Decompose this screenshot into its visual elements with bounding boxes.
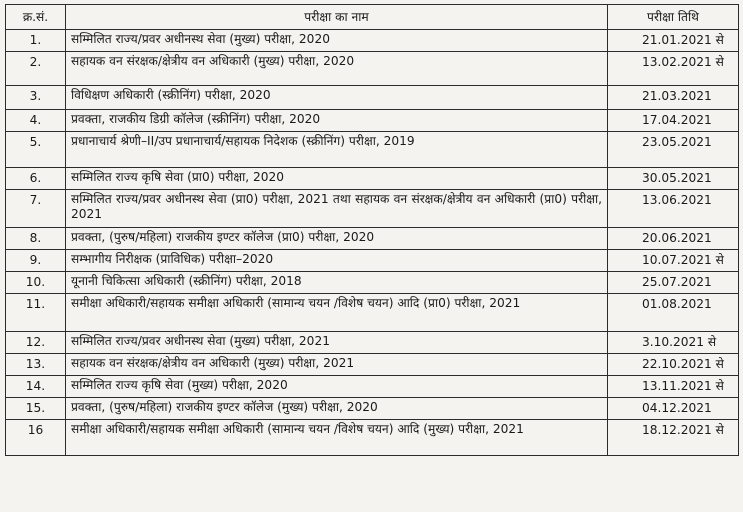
table-row	[6, 354, 739, 376]
exam-schedule-table	[5, 4, 739, 456]
row-exam-name: सम्भागीय निरीक्षक (प्राविधिक) परीक्षा–2020	[66, 250, 608, 272]
row-exam-name: यूनानी चिकित्सा अधिकारी (स्क्रीनिंग) परीक्षा, 2018	[66, 272, 608, 294]
table-header	[6, 5, 739, 30]
row-sno: 10.	[6, 272, 66, 294]
row-exam-date: 21.01.2021 से	[608, 30, 739, 52]
table-row	[6, 132, 739, 168]
row-exam-name: समीक्षा अधिकारी/सहायक समीक्षा अधिकारी (सामान्य चयन /विशेष चयन) आदि (मुख्य) परीक्षा, 2021	[66, 420, 608, 456]
row-exam-name: सम्मिलित राज्य कृषि सेवा (मुख्य) परीक्षा, 2020	[66, 376, 608, 398]
row-exam-name: समीक्षा अधिकारी/सहायक समीक्षा अधिकारी (सामान्य चयन /विशेष चयन) आदि (प्रा0) परीक्षा, 2021	[66, 294, 608, 332]
row-exam-date: 10.07.2021 से	[608, 250, 739, 272]
table-row	[6, 86, 739, 110]
row-exam-date: 01.08.2021	[608, 294, 739, 332]
row-exam-date: 13.11.2021 से	[608, 376, 739, 398]
row-exam-date: 3.10.2021 से	[608, 332, 739, 354]
table-row	[6, 250, 739, 272]
row-sno: 4.	[6, 110, 66, 132]
table-body	[6, 30, 739, 456]
row-exam-date: 22.10.2021 से	[608, 354, 739, 376]
row-exam-date: 04.12.2021	[608, 398, 739, 420]
row-sno: 11.	[6, 294, 66, 332]
row-exam-name: सम्मिलित राज्य कृषि सेवा (प्रा0) परीक्षा, 2020	[66, 168, 608, 190]
row-sno: 2.	[6, 52, 66, 86]
table-row	[6, 294, 739, 332]
row-exam-name: प्रवक्ता, राजकीय डिग्री कॉलेज (स्क्रीनिंग) परीक्षा, 2020	[66, 110, 608, 132]
header-exam-name: परीक्षा का नाम	[66, 5, 608, 30]
row-sno: 6.	[6, 168, 66, 190]
row-exam-date: 13.02.2021 से	[608, 52, 739, 86]
table-row	[6, 376, 739, 398]
row-sno: 1.	[6, 30, 66, 52]
row-exam-name: सम्मिलित राज्य/प्रवर अधीनस्थ सेवा (मुख्य) परीक्षा, 2020	[66, 30, 608, 52]
header-exam-date: परीक्षा तिथि	[608, 5, 739, 30]
row-exam-name: विधिक्षण अधिकारी (स्क्रीनिंग) परीक्षा, 2020	[66, 86, 608, 110]
table-row	[6, 168, 739, 190]
row-exam-date: 30.05.2021	[608, 168, 739, 190]
row-sno: 16	[6, 420, 66, 456]
row-exam-name: प्रधानाचार्य श्रेणी–II/उप प्रधानाचार्य/सहायक निदेशक (स्क्रीनिंग) परीक्षा, 2019	[66, 132, 608, 168]
row-sno: 8.	[6, 228, 66, 250]
row-exam-name: सम्मिलित राज्य/प्रवर अधीनस्थ सेवा (मुख्य) परीक्षा, 2021	[66, 332, 608, 354]
row-exam-date: 21.03.2021	[608, 86, 739, 110]
row-sno: 5.	[6, 132, 66, 168]
row-sno: 3.	[6, 86, 66, 110]
row-exam-date: 20.06.2021	[608, 228, 739, 250]
table-row	[6, 228, 739, 250]
header-sno: क्र.सं.	[6, 5, 66, 30]
table-row	[6, 420, 739, 456]
row-sno: 9.	[6, 250, 66, 272]
table-row	[6, 272, 739, 294]
header-row	[6, 5, 739, 30]
table-row	[6, 190, 739, 228]
table-row	[6, 110, 739, 132]
table-row	[6, 30, 739, 52]
table-row	[6, 332, 739, 354]
row-exam-date: 17.04.2021	[608, 110, 739, 132]
row-exam-name: सहायक वन संरक्षक/क्षेत्रीय वन अधिकारी (मुख्य) परीक्षा, 2020	[66, 52, 608, 86]
row-exam-name: सहायक वन संरक्षक/क्षेत्रीय वन अधिकारी (मुख्य) परीक्षा, 2021	[66, 354, 608, 376]
row-exam-date: 13.06.2021	[608, 190, 739, 228]
row-exam-name: सम्मिलित राज्य/प्रवर अधीनस्थ सेवा (प्रा0) परीक्षा, 2021 तथा सहायक वन संरक्षक/क्षेत्रीय वन अधिकारी (प्रा0) परीक्षा, 2021	[66, 190, 608, 228]
row-exam-date: 25.07.2021	[608, 272, 739, 294]
row-exam-name: प्रवक्ता, (पुरुष/महिला) राजकीय इण्टर कॉलेज (मुख्य) परीक्षा, 2020	[66, 398, 608, 420]
row-sno: 14.	[6, 376, 66, 398]
row-sno: 15.	[6, 398, 66, 420]
row-exam-date: 23.05.2021	[608, 132, 739, 168]
row-sno: 7.	[6, 190, 66, 228]
table-row	[6, 52, 739, 86]
row-exam-date: 18.12.2021 से	[608, 420, 739, 456]
row-exam-name: प्रवक्ता, (पुरुष/महिला) राजकीय इण्टर कॉलेज (प्रा0) परीक्षा, 2020	[66, 228, 608, 250]
row-sno: 12.	[6, 332, 66, 354]
table-row	[6, 398, 739, 420]
row-sno: 13.	[6, 354, 66, 376]
